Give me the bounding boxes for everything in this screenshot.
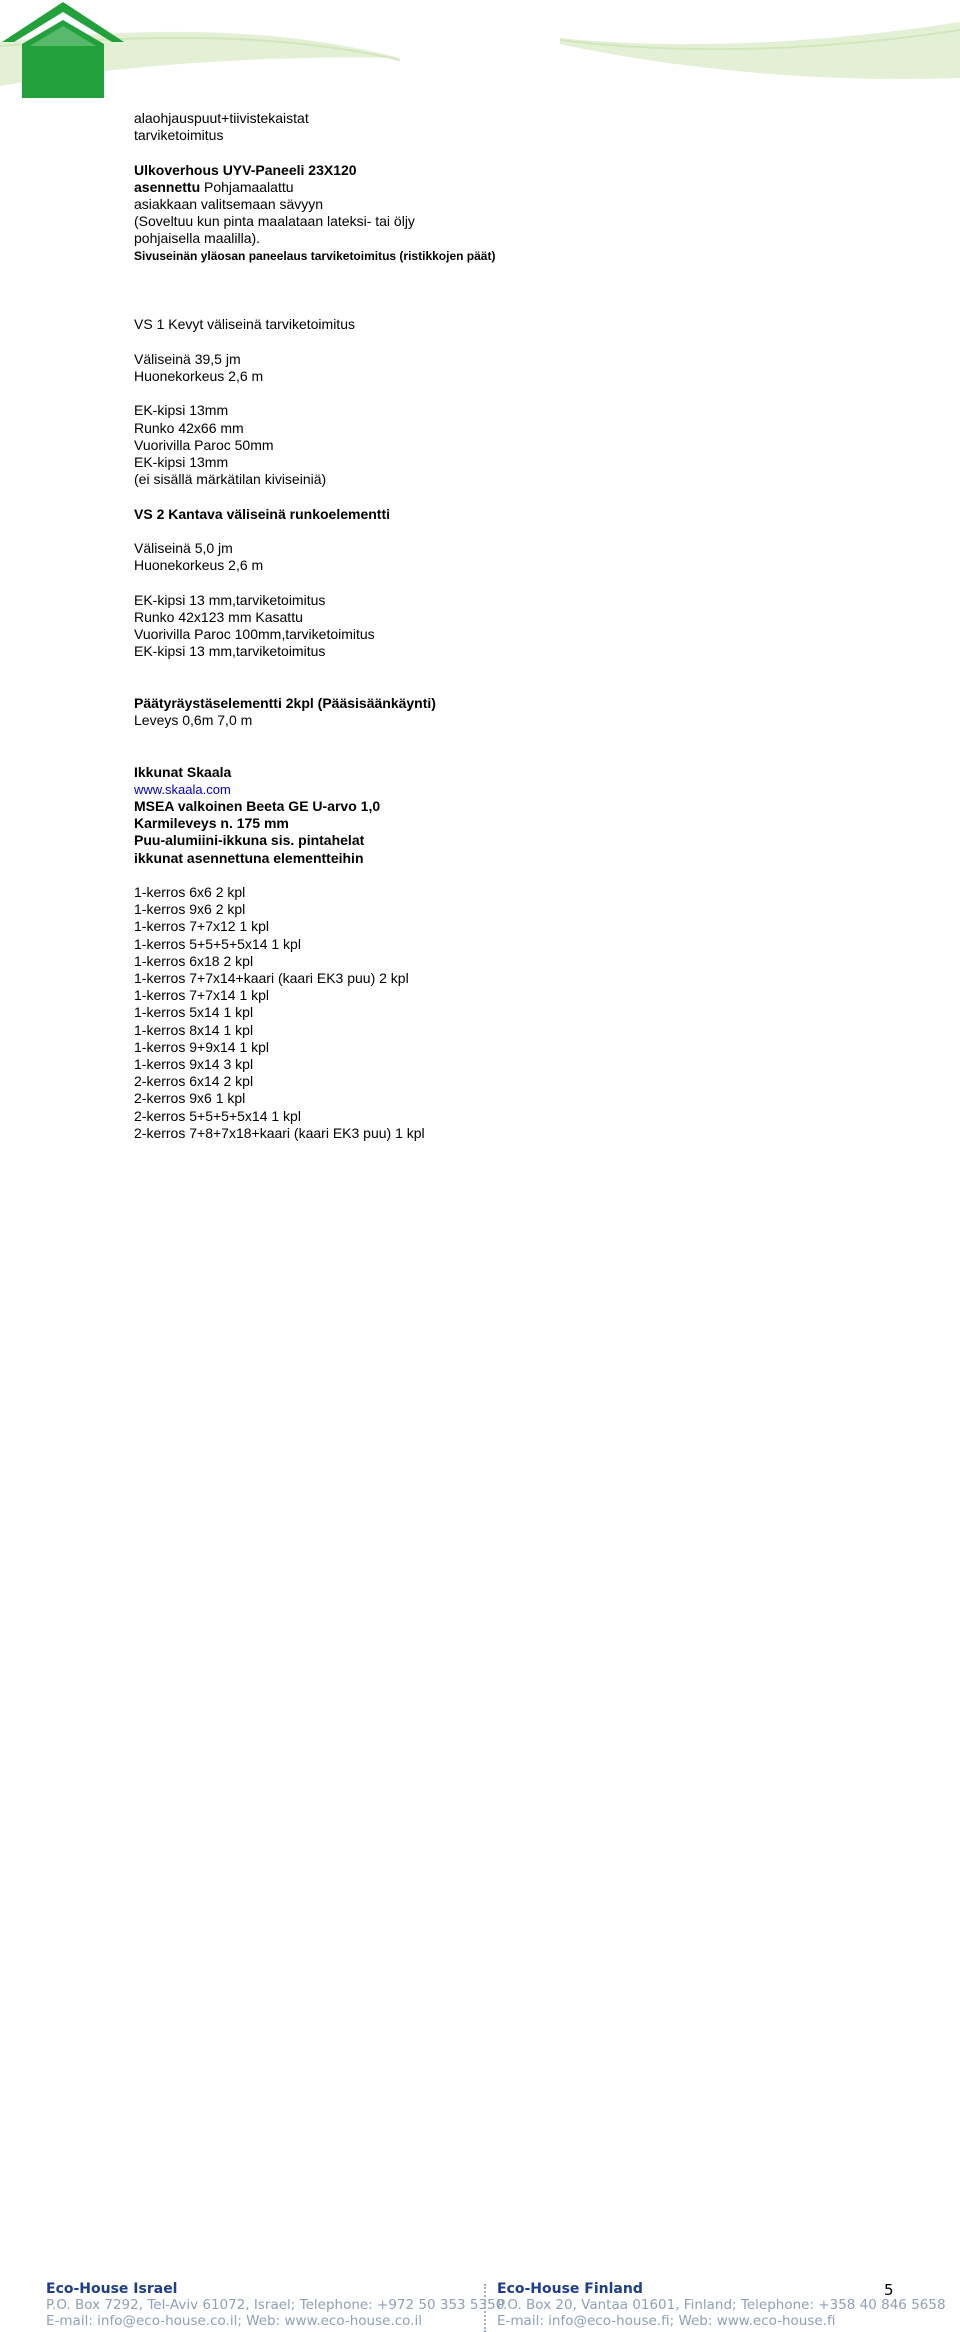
line-text: Leveys 0,6m 7,0 m — [134, 711, 253, 728]
line-text: 2-kerros 7+8+7x18+kaari (kaari EK3 puu) 1 kpl — [134, 1124, 425, 1141]
line-text: (ei sisällä märkätilan kiviseiniä) — [134, 471, 327, 488]
text-line — [134, 1056, 894, 1073]
line-text: alaohjauspuut+tiivistekaistat — [134, 110, 309, 126]
text-line — [134, 643, 894, 660]
spacer — [134, 265, 894, 282]
text-line — [134, 230, 894, 247]
line-text: 1-kerros 5x14 1 kpl — [134, 1004, 254, 1021]
line-text: Ulkoverhous UYV-Paneeli 23X120 — [134, 161, 357, 178]
line-text: 1-kerros 9x14 3 kpl — [134, 1055, 254, 1072]
spacer — [134, 282, 894, 299]
footer-finland — [497, 2281, 946, 2329]
line-text: Huonekorkeus 2,6 m — [134, 557, 264, 574]
line-text: Ikkunat Skaala — [134, 763, 232, 780]
spacer — [134, 729, 894, 746]
text-line — [134, 1039, 894, 1056]
page-header — [0, 0, 960, 110]
logo-text-house: HOUSE — [446, 64, 514, 83]
text-line — [134, 437, 894, 454]
line-text: 2-kerros 9x6 1 kpl — [134, 1090, 246, 1107]
footer-divider — [484, 2284, 486, 2332]
line-text: www.skaala.com — [134, 781, 231, 797]
spacer — [134, 523, 894, 540]
line-text: 2-kerros 5+5+5+5x14 1 kpl — [134, 1107, 301, 1124]
line-text: 1-kerros 9x6 2 kpl — [134, 901, 246, 918]
document-body — [134, 110, 894, 1142]
spacer — [134, 385, 894, 402]
line-text: VS 1 Kevyt väliseinä tarviketoimitus — [134, 316, 355, 333]
text-line — [134, 970, 894, 987]
eco-house-logo — [0, 0, 126, 102]
text-line — [134, 936, 894, 953]
spacer — [134, 746, 894, 763]
text-line — [134, 179, 894, 196]
text-line — [134, 454, 894, 471]
text-line — [134, 815, 894, 832]
text-line — [134, 798, 894, 815]
line-text: 1-kerros 7+7x14 1 kpl — [134, 987, 270, 1004]
footer-finland-title: Eco-House Finland — [497, 2281, 643, 2297]
text-line — [134, 420, 894, 437]
line-text: Väliseinä 5,0 jm — [134, 539, 233, 556]
text-line — [134, 712, 894, 729]
text-line — [134, 592, 894, 609]
text-line — [134, 832, 894, 849]
line-text: Huonekorkeus 2,6 m — [134, 367, 264, 384]
footer-finland-address: P.O. Box 20, Vantaa 01601, Finland; Telephone: +358 40 846 5658 — [497, 2297, 946, 2313]
line-text: Väliseinä 39,5 jm — [134, 350, 241, 367]
text-line — [134, 196, 894, 213]
text-line — [134, 953, 894, 970]
spacer — [134, 574, 894, 591]
line-text: EK-kipsi 13 mm,tarviketoimitus — [134, 643, 326, 660]
line-text: 1-kerros 8x14 1 kpl — [134, 1021, 254, 1038]
line-suffix: Pohjamaalattu — [200, 178, 294, 195]
spacer — [134, 144, 894, 161]
text-line — [134, 368, 894, 385]
footer-israel-title: Eco-House Israel — [46, 2281, 178, 2297]
line-text: EK-kipsi 13 mm,tarviketoimitus — [134, 591, 326, 608]
spacer — [134, 299, 894, 316]
text-line — [134, 213, 894, 230]
text-line — [134, 248, 894, 265]
line-text: Päätyräystäselementti 2kpl (Pääsisäänkäynti) — [134, 694, 436, 711]
line-text: (Soveltuu kun pinta maalataan lateksi- tai öljy — [134, 213, 415, 230]
page-number: 5 — [884, 2281, 894, 2299]
line-text: MSEA valkoinen Beeta GE U-arvo 1,0 — [134, 797, 381, 814]
text-line — [134, 626, 894, 643]
text-line — [134, 987, 894, 1004]
line-text: 1-kerros 7+7x12 1 kpl — [134, 918, 270, 935]
line-text: 2-kerros 6x14 2 kpl — [134, 1073, 254, 1090]
spacer — [134, 334, 894, 351]
text-line — [134, 127, 894, 144]
footer-finland-contact: E-mail: info@eco-house.fi; Web: www.eco-house.fi — [497, 2313, 836, 2329]
footer-israel-address: P.O. Box 7292, Tel-Aviv 61072, Israel; Telephone: +972 50 353 5350 — [46, 2297, 505, 2313]
footer-israel-contact: E-mail: info@eco-house.co.il; Web: www.eco-house.co.il — [46, 2313, 422, 2329]
text-line — [134, 1022, 894, 1039]
text-line — [134, 402, 894, 419]
text-line — [134, 162, 894, 179]
logo-text-eco: ECO — [450, 36, 510, 65]
footer-israel — [46, 2281, 504, 2329]
text-line — [134, 695, 894, 712]
text-line — [134, 901, 894, 918]
line-text: Vuorivilla Paroc 50mm — [134, 436, 274, 453]
text-line — [134, 1108, 894, 1125]
line-text: VS 2 Kantava väliseinä runkoelementti — [134, 505, 390, 522]
text-line — [134, 1004, 894, 1021]
line-text: asennettu — [134, 178, 201, 195]
line-text: tarviketoimitus — [134, 127, 224, 144]
line-text: 1-kerros 6x6 2 kpl — [134, 883, 246, 900]
text-line — [134, 351, 894, 368]
line-text: 1-kerros 5+5+5+5x14 1 kpl — [134, 935, 301, 952]
text-line — [134, 557, 894, 574]
text-line — [134, 110, 894, 127]
spacer — [134, 660, 894, 677]
text-line — [134, 764, 894, 781]
skaala-link[interactable] — [134, 781, 894, 798]
text-line — [134, 1090, 894, 1107]
line-text: Runko 42x66 mm — [134, 419, 244, 436]
line-text: asiakkaan valitsemaan sävyyn — [134, 196, 324, 212]
text-line — [134, 471, 894, 488]
text-line — [134, 850, 894, 867]
page-footer — [0, 1138, 960, 2329]
spacer — [134, 488, 894, 505]
line-text: Runko 42x123 mm Kasattu — [134, 608, 303, 625]
text-line — [134, 506, 894, 523]
line-text: Puu-alumiini-ikkuna sis. pintahelat — [134, 832, 365, 849]
spacer — [134, 867, 894, 884]
line-text: pohjaisella maalilla). — [134, 230, 261, 247]
line-text: ikkunat asennettuna elementteihin — [134, 849, 364, 866]
text-line — [134, 918, 894, 935]
text-line — [134, 884, 894, 901]
line-text: 1-kerros 7+7x14+kaari (kaari EK3 puu) 2 kpl — [134, 969, 409, 986]
line-text: Sivuseinän yläosan paneelaus tarviketoimitus (ristikkojen päät) — [134, 248, 496, 263]
text-line — [134, 1073, 894, 1090]
line-text: 1-kerros 6x18 2 kpl — [134, 952, 254, 969]
line-text: Vuorivilla Paroc 100mm,tarviketoimitus — [134, 625, 375, 642]
line-text: Karmileveys n. 175 mm — [134, 815, 289, 832]
spacer — [134, 678, 894, 695]
text-line — [134, 540, 894, 557]
text-line — [134, 609, 894, 626]
line-text: EK-kipsi 13mm — [134, 402, 229, 419]
line-text: 1-kerros 9+9x14 1 kpl — [134, 1038, 270, 1055]
line-text: EK-kipsi 13mm — [134, 453, 229, 470]
text-line — [134, 316, 894, 333]
